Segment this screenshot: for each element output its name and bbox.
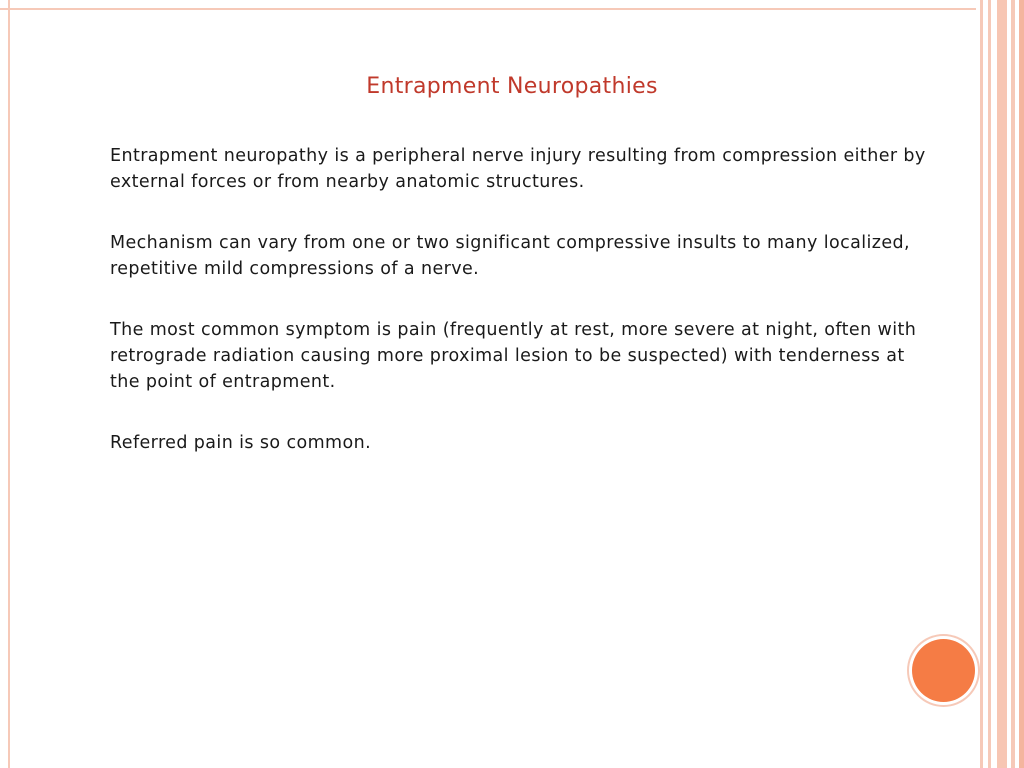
- accent-circle: [912, 639, 975, 702]
- decor-stripe: [980, 0, 983, 768]
- slide-title: Entrapment Neuropathies: [366, 74, 658, 99]
- decor-stripe: [997, 0, 1007, 768]
- slide-body: [110, 143, 930, 456]
- right-decor-stripes: [980, 0, 1024, 768]
- paragraph: The most common symptom is pain (frequently at rest, more severe at night, often with retrograde radiation causing more proximal lesion to be suspected) with tenderness at the point of entrapment.: [110, 320, 917, 392]
- decor-stripe: [1011, 0, 1015, 768]
- decor-stripe: [988, 0, 991, 768]
- paragraph: Referred pain is so common.: [110, 433, 372, 453]
- left-decor-line: [8, 0, 10, 768]
- top-decor-line: [0, 8, 976, 10]
- paragraph: Mechanism can vary from one or two significant compressive insults to many localized, repetitive mild compressions of a nerve.: [110, 233, 911, 279]
- decor-stripe: [1019, 0, 1024, 768]
- paragraph: Entrapment neuropathy is a peripheral nerve injury resulting from compression either by external forces or from nearby anatomic structures.: [110, 146, 926, 192]
